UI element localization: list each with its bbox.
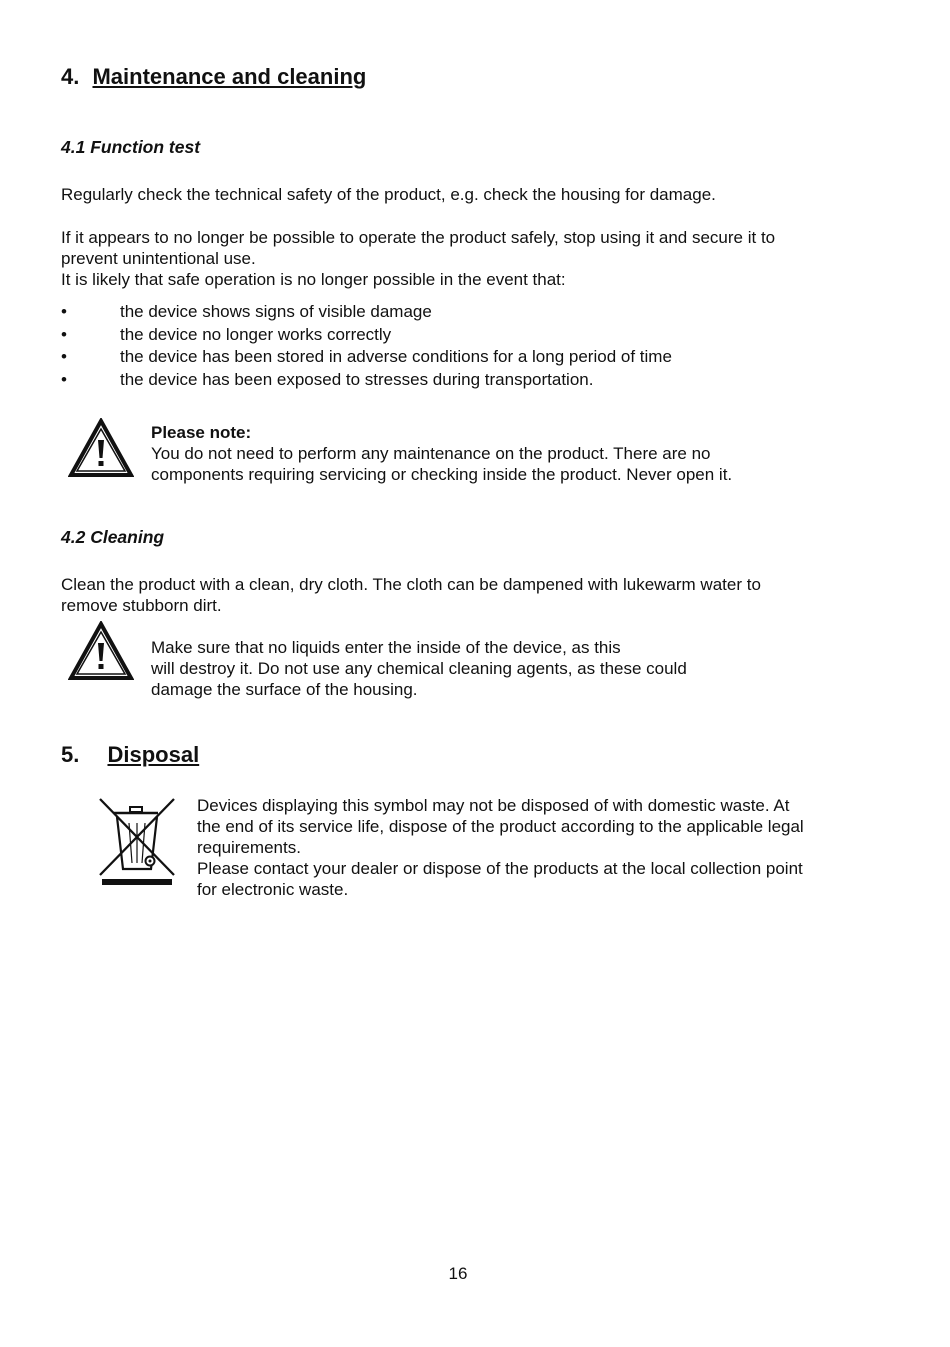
cleaning-warning-box [151,637,687,700]
please-note-box [151,422,732,485]
disposal-line: for electronic waste. [197,880,349,899]
section-4-number: 4. [61,64,80,89]
warning-line: Make sure that no liquids enter the inside of the device, as this [151,638,621,657]
cleaning-paragraph [61,574,761,616]
section-4-heading [61,64,366,90]
section-5-title: Disposal [107,742,200,767]
paragraph-line: remove stubborn dirt. [61,596,222,615]
warning-triangle-icon [68,621,134,681]
section-5-heading [61,742,199,768]
paragraph-line: If it appears to no longer be possible to operate the product safely, stop using it and secure it to [61,228,776,247]
bullet-icon: • [61,324,67,344]
subsection-4-2-title: 4.2 Cleaning [61,527,165,547]
bullet-icon: • [61,369,67,389]
list-item [61,324,861,347]
paragraph-line: It is likely that safe operation is no longer possible in the event that: [61,270,566,289]
paragraph-line: Clean the product with a clean, dry cloth. The cloth can be dampened with lukewarm water to [61,575,761,594]
list-item [61,301,861,324]
disposal-line: requirements. [197,838,301,857]
disposal-line: Devices displaying this symbol may not be disposed of with domestic waste. At [197,796,790,815]
page-number: 16 [448,1264,468,1283]
disposal-line: the end of its service life, dispose of the product according to the applicable legal [197,817,804,836]
warning-line: will destroy it. Do not use any chemical cleaning agents, as these could [151,659,687,678]
crossed-out-bin-icon [96,795,178,889]
list-item [61,369,861,392]
disposal-line: Please contact your dealer or dispose of the products at the local collection point [197,859,803,878]
please-note-title: Please note: [151,423,252,442]
bullet-icon: • [61,302,67,321]
function-test-paragraph-2 [61,227,775,290]
subsection-4-1-title: 4.1 Function test [61,137,201,157]
list-item-text: the device has been stored in adverse conditions for a long period of time [120,347,672,366]
list-item [61,346,861,369]
list-item-text: the device no longer works correctly [120,324,392,344]
section-5-number: 5. [61,742,80,767]
function-test-paragraph-1: Regularly check the technical safety of the product, e.g. check the housing for damage. [61,185,716,204]
section-4-title: Maintenance and cleaning [92,64,367,89]
disposal-text [197,795,804,900]
warning-line: damage the surface of the housing. [151,680,418,699]
list-item-text: the device shows signs of visible damage [120,302,432,321]
list-item-text: the device has been exposed to stresses during transportation. [120,369,594,389]
warning-triangle-icon [68,418,134,478]
paragraph-line: prevent unintentional use. [61,249,256,268]
bullet-icon: • [61,347,67,366]
condition-list [61,301,861,391]
note-line: components requiring servicing or checking inside the product. Never open it. [151,465,733,484]
note-line: You do not need to perform any maintenance on the product. There are no [151,444,711,463]
